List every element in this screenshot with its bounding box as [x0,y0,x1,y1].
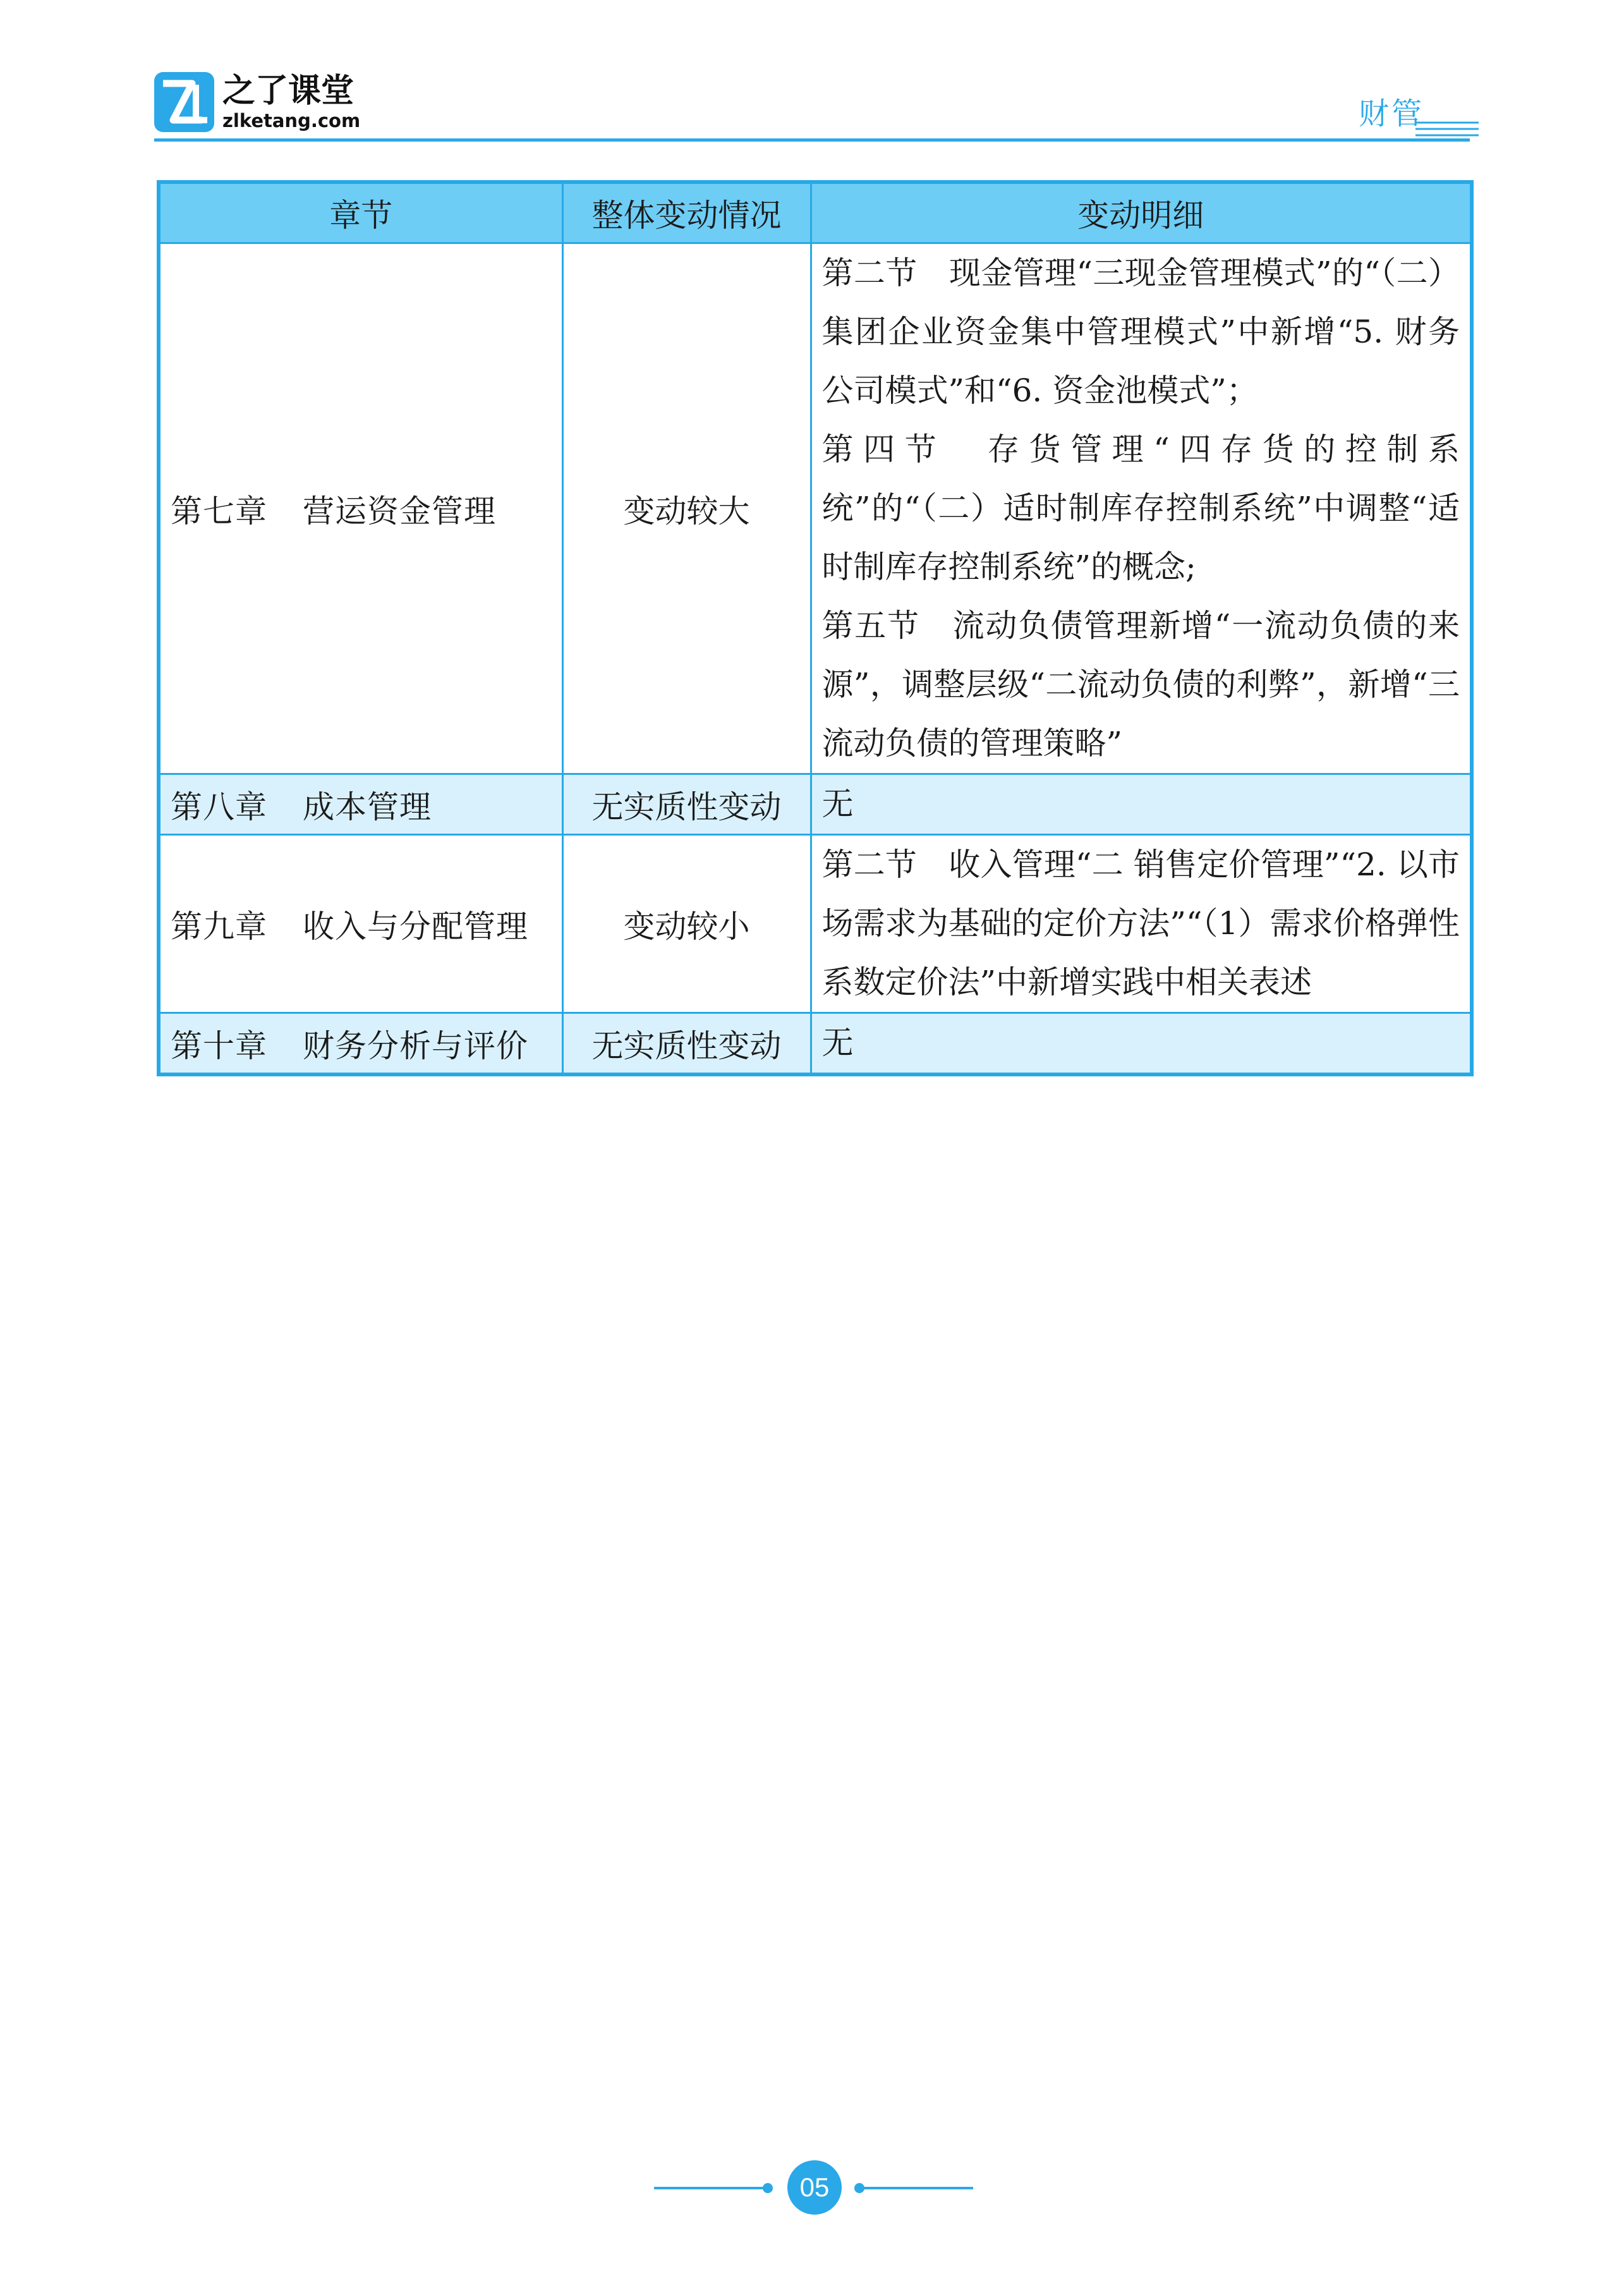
chapter-title: 成本管理 [303,788,432,825]
footer-dot-icon [763,2183,773,2193]
header-overall-change: 整体变动情况 [562,182,811,243]
chapter-cell [159,243,562,774]
detail-paragraph: 第二节 收入管理“二 销售定价管理”“2. 以市场需求为基础的定价方法”“（1）需求价格弹性系数定价法”中新增实践中相关表述 [821,846,1460,1001]
brand-url: zlketang.com [222,110,361,131]
footer-line-right [859,2187,973,2189]
chapter-number: 第七章 [171,492,267,530]
chapter-title: 营运资金管理 [303,492,496,530]
status-cell: 无实质性变动 [562,774,811,835]
table-row [159,835,1472,1013]
chapter-title: 收入与分配管理 [303,908,528,945]
brand-name: 之了课堂 [222,72,354,110]
detail-cell [811,243,1472,774]
detail-cell [811,1013,1472,1075]
header-change-detail: 变动明细 [811,182,1472,243]
detail-cell [811,835,1472,1013]
page-number: 05 [787,2160,842,2215]
chapter-title: 财务分析与评价 [303,1027,528,1064]
table-row [159,774,1472,835]
detail-paragraph: 无 [821,786,854,822]
subject-tag: 财管 [1359,96,1425,131]
chapter-cell [159,774,562,835]
table-header-row [159,182,1472,243]
table-row [159,1013,1472,1075]
chapter-number: 第八章 [171,788,267,825]
chapter-cell [159,835,562,1013]
chapter-number: 第十章 [171,1027,267,1064]
header-divider [154,138,1470,142]
detail-paragraph: 无 [821,1025,854,1061]
header-chapter: 章节 [159,182,562,243]
zl-logo-icon [154,72,214,132]
page-number-footer [0,2160,1624,2217]
chapter-cell [159,1013,562,1075]
table-row [159,243,1472,774]
detail-cell [811,774,1472,835]
changes-table [157,180,1474,1076]
detail-paragraph: 第五节 流动负债管理新增“一流动负债的来源”，调整层级“二流动负债的利弊”，新增“三流动负债的管理策略” [821,607,1460,762]
detail-paragraph: 第二节 现金管理“三现金管理模式”的“（二）集团企业资金集中管理模式”中新增“5. 财务公司模式”和“6. 资金池模式”； [821,255,1460,409]
detail-paragraph: 第四节 存货管理“四存货的控制系统”的“（二）适时制库存控制系统”中调整“适时制库存控制系统”的概念; [821,431,1460,585]
chapter-number: 第九章 [171,908,267,945]
footer-line-left [654,2187,768,2189]
status-cell: 无实质性变动 [562,1013,811,1075]
status-cell: 变动较大 [562,243,811,774]
status-cell: 变动较小 [562,835,811,1013]
